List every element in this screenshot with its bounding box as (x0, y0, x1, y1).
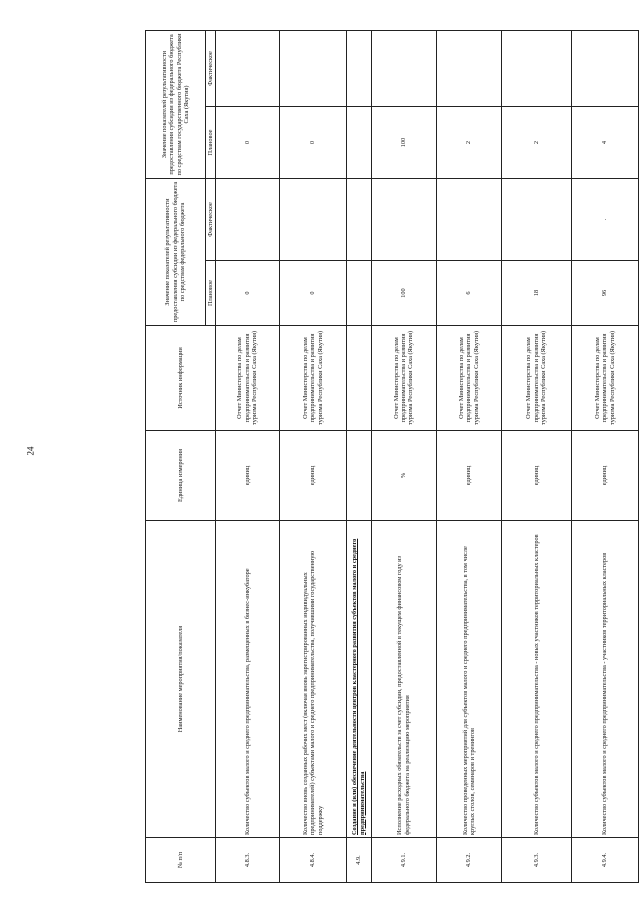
row-num: 4.8.3. (216, 838, 279, 883)
row-name: Количество вновь созданных рабочих мест (включая вновь зарегистрированных индивидуальных предпринимателей) субъектами малого и среднего предпринимательства, получившими государственную поддержку (279, 521, 346, 838)
row-num: 4.9.3. (502, 838, 571, 883)
row-fed-fact (279, 179, 346, 261)
row-unit: единиц (436, 431, 501, 521)
section-row (347, 31, 371, 883)
row-source: Отчет Министерства по делам предпринимательства и развития туризма Республики Саха (Якутия) (502, 326, 571, 431)
row-rs-plan: 4 (571, 107, 638, 179)
row-unit: единиц (216, 431, 279, 521)
row-unit: единиц (279, 431, 346, 521)
section-empty-cell (347, 261, 371, 326)
row-source: Отчет Министерства по делам предпринимательства и развития туризма Республики Саха (Якутия) (371, 326, 436, 431)
row-rs-plan: 2 (502, 107, 571, 179)
table-row (502, 31, 571, 883)
row-source: Отчет Министерства по делам предпринимательства и развития туризма Республики Саха (Якутия) (279, 326, 346, 431)
table-row (279, 31, 346, 883)
row-num: 4.8.4. (279, 838, 346, 883)
row-fed-plan: 0 (216, 261, 279, 326)
section-num: 4.9. (347, 838, 371, 883)
row-fed-plan: 100 (371, 261, 436, 326)
row-name: Количество проведенных мероприятий для субъектов малого и среднего предпринимательства, в том числе круглых столов, семинаров и тренингов (436, 521, 501, 838)
row-num: 4.9.2. (436, 838, 501, 883)
row-name: Исполнение расходных обязательств за счет субсидии, предоставленной в текущем финансовом году из федерального бюджета на реализацию мероприятия (371, 521, 436, 838)
table-row (216, 31, 279, 883)
row-fed-fact (502, 179, 571, 261)
row-rs-plan: 2 (436, 107, 501, 179)
row-num: 4.9.1. (371, 838, 436, 883)
indicators-table (145, 30, 639, 883)
row-fed-plan: 0 (279, 261, 346, 326)
row-source: Отчет Министерства по делам предпринимательства и развития туризма Республики Саха (Якутия) (216, 326, 279, 431)
row-rs-plan: 100 (371, 107, 436, 179)
header-rs-plan: Плановое (206, 107, 216, 179)
header-name: Наименование мероприятия/показателя (146, 521, 216, 838)
row-rs-plan: 0 (279, 107, 346, 179)
row-rs-fact (371, 31, 436, 107)
section-empty-cell (347, 179, 371, 261)
header-republic-group: Значение показателей результативности предоставления субсидии из федерального бюджета по средствам государственного бюджета Республики Саха (Якутия) (146, 31, 206, 179)
table-row (371, 31, 436, 883)
row-fed-fact (436, 179, 501, 261)
table-row (571, 31, 638, 883)
row-fed-plan: 18 (502, 261, 571, 326)
row-unit: единиц (502, 431, 571, 521)
row-source: Отчет Министерства по делам предпринимательства и развития туризма Республики Саха (Якутия) (571, 326, 638, 431)
row-name: Количество субъектов малого и среднего предпринимательства - участников территориальных кластеров (571, 521, 638, 838)
row-fed-fact (216, 179, 279, 261)
section-empty-cell (347, 31, 371, 107)
section-empty-cell (347, 431, 371, 521)
row-unit: единиц (571, 431, 638, 521)
row-name: Количество субъектов малого и среднего предпринимательства - новых участников территориальных кластеров (502, 521, 571, 838)
row-rs-fact (502, 31, 571, 107)
row-rs-fact (436, 31, 501, 107)
row-rs-fact (279, 31, 346, 107)
row-rs-plan: 0 (216, 107, 279, 179)
header-source: Источник информации (146, 326, 216, 431)
header-num: № п/п (146, 838, 216, 883)
row-name: Количество субъектов малого и среднего предпринимательства, размещенных в бизнес-инкубаторе (216, 521, 279, 838)
row-fed-fact (371, 179, 436, 261)
row-fed-plan: 6 (436, 261, 501, 326)
row-rs-fact (571, 31, 638, 107)
row-rs-fact (216, 31, 279, 107)
row-fed-plan: 96 (571, 261, 638, 326)
header-rs-fact: Фактическое (206, 31, 216, 107)
section-empty-cell (347, 326, 371, 431)
section-empty-cell (347, 107, 371, 179)
rotated-table-wrapper (145, 31, 639, 883)
header-unit: Единица измерения (146, 431, 216, 521)
header-fed-fact: Фактическое (206, 179, 216, 261)
row-unit: % (371, 431, 436, 521)
table-row (436, 31, 501, 883)
header-federal-group: Значение показателей результативности предоставления субсидии из федерального бюджета по средствам федерального бюджета (146, 179, 206, 326)
row-num: 4.9.4. (571, 838, 638, 883)
row-fed-fact: . (571, 179, 638, 261)
row-source: Отчет Министерства по делам предпринимательства и развития туризма Республики Саха (Якутия) (436, 326, 501, 431)
page-number: 24 (25, 446, 36, 456)
header-fed-plan: Плановое (206, 261, 216, 326)
section-title: Создание и (или) обеспечение деятельности центров кластерного развития субъектов малого и среднего предпринимательства (347, 521, 371, 838)
